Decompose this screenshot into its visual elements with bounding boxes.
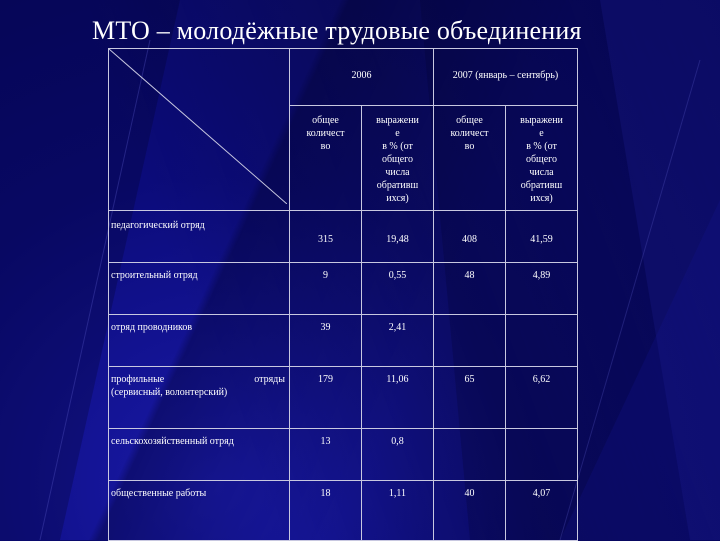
cell-2007-count: 65 (434, 367, 506, 429)
page-title: МТО – молодёжные трудовые объединения (92, 16, 582, 45)
diagonal-line (109, 49, 287, 204)
table-row (109, 481, 578, 541)
cell-2007-pct (506, 315, 578, 367)
data-table (108, 48, 578, 541)
cell-2006-count: 18 (290, 481, 362, 541)
year-2007-header: 2007 (январь – сентябрь) (434, 49, 578, 106)
cell-2006-count: 315 (290, 211, 362, 263)
cell-2006-pct: 2,41 (362, 315, 434, 367)
cell-2006-pct: 19,48 (362, 211, 434, 263)
cell-2006-count: 9 (290, 263, 362, 315)
cell-2007-pct: 41,59 (506, 211, 578, 263)
sub-count-2007: общее количест во (434, 106, 506, 211)
cell-2007-count (434, 315, 506, 367)
corner-cell (109, 49, 290, 211)
table-row (109, 263, 578, 315)
cell-2007-pct: 4,89 (506, 263, 578, 315)
header-row-years (109, 49, 578, 106)
cell-2007-count: 48 (434, 263, 506, 315)
year-2006-header: 2006 (290, 49, 434, 106)
sub-pct-2006: выражени е в % (от общего числа обративш ихся) (362, 106, 434, 211)
cell-2006-count: 13 (290, 429, 362, 481)
cell-2006-pct: 1,11 (362, 481, 434, 541)
row-label: строительный отряд (109, 263, 290, 315)
sub-count-2006: общее количест во (290, 106, 362, 211)
cell-2007-pct: 6,62 (506, 367, 578, 429)
table-row (109, 315, 578, 367)
cell-2006-pct: 0,8 (362, 429, 434, 481)
sub-pct-2007: выражени е в % (от общего числа обративш ихся) (506, 106, 578, 211)
cell-2007-count: 40 (434, 481, 506, 541)
row-label: педагогический отряд (109, 211, 290, 263)
row-label: общественные работы (109, 481, 290, 541)
table-row (109, 429, 578, 481)
row-label: отряд проводников (109, 315, 290, 367)
cell-2006-pct: 0,55 (362, 263, 434, 315)
cell-2007-pct (506, 429, 578, 481)
table-row (109, 211, 578, 263)
cell-2006-count: 179 (290, 367, 362, 429)
row-label: сельскохозяйственный отряд (109, 429, 290, 481)
row-label: профильные отряды (сервисный, волонтерский) (109, 367, 290, 429)
cell-2007-pct: 4,07 (506, 481, 578, 541)
cell-2007-count: 408 (434, 211, 506, 263)
cell-2006-count: 39 (290, 315, 362, 367)
cell-2006-pct: 11,06 (362, 367, 434, 429)
table-row (109, 367, 578, 429)
cell-2007-count (434, 429, 506, 481)
